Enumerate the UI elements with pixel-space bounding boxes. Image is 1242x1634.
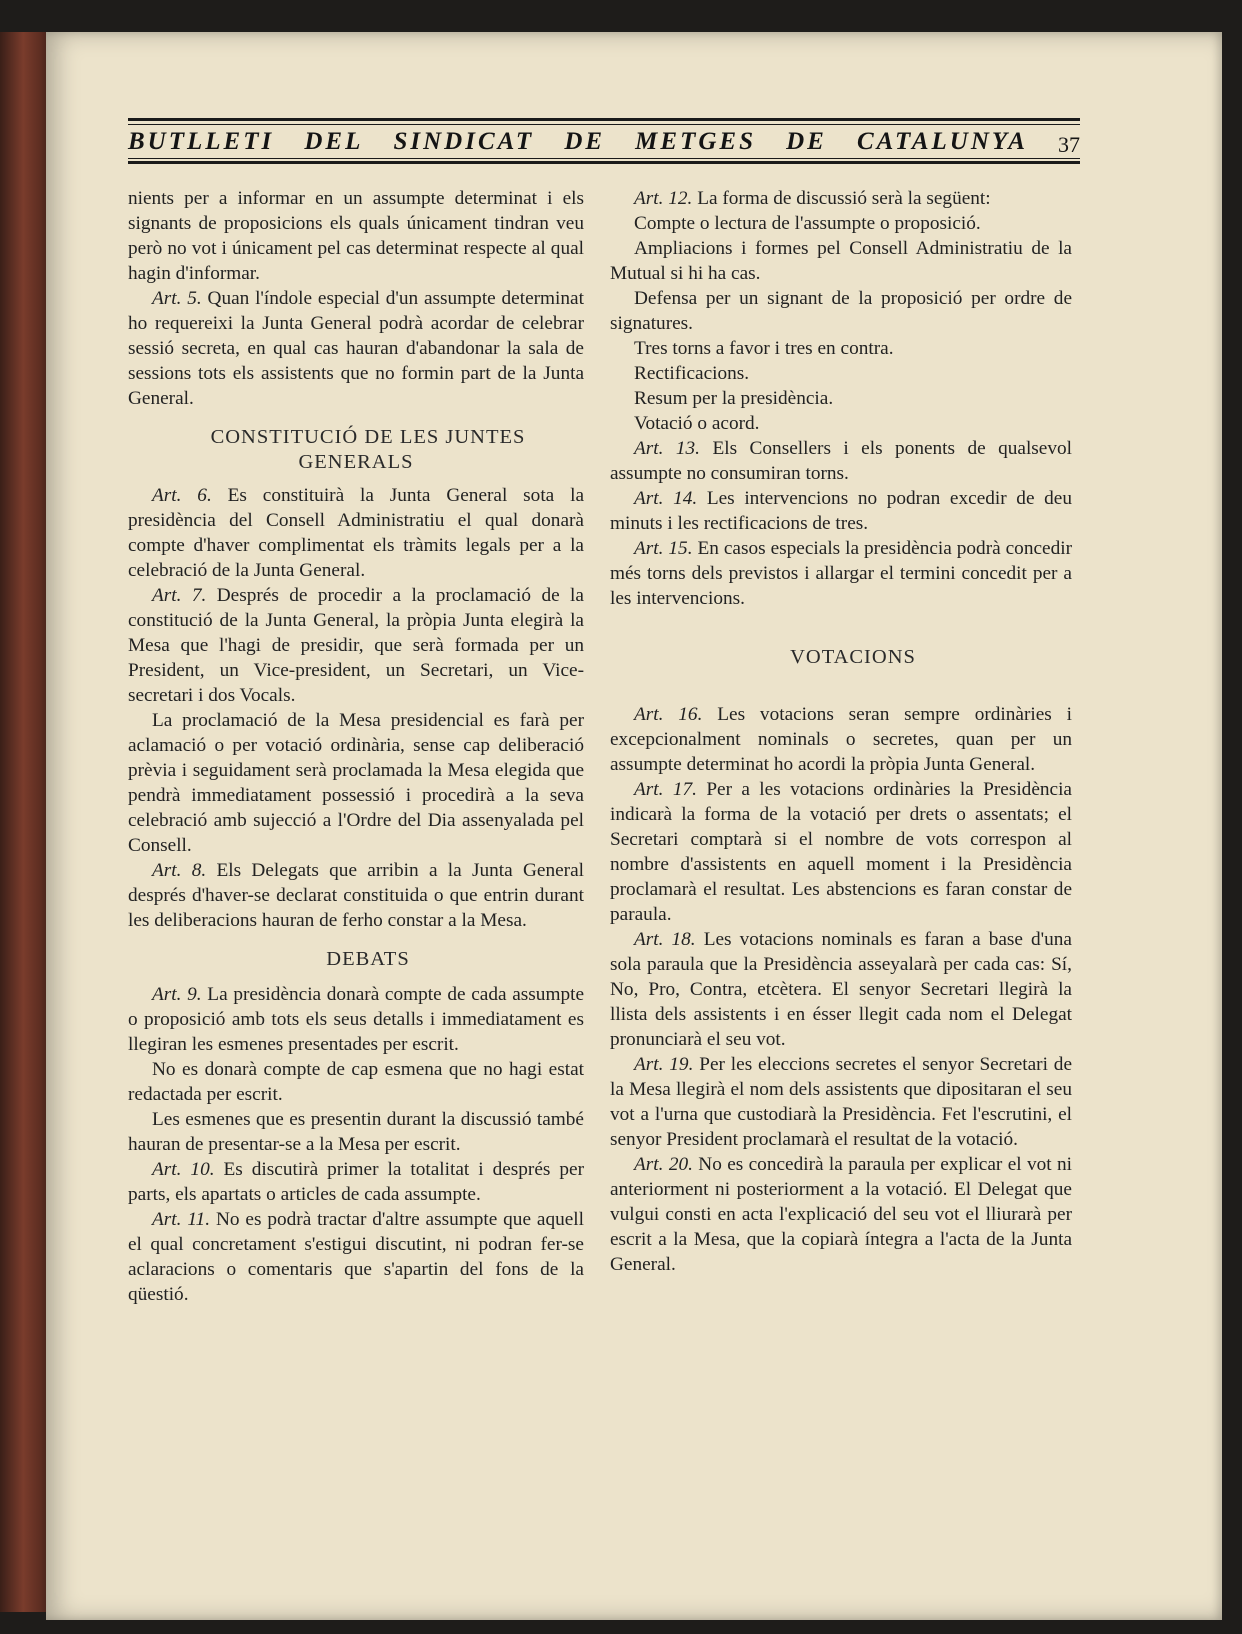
article-10 (128, 1157, 584, 1207)
article-label: Art. 14. (634, 488, 698, 509)
article-15 (610, 536, 1072, 611)
article-label: Art. 19. (634, 1054, 694, 1075)
article-label: Art. 15. (634, 538, 693, 559)
article-5 (128, 286, 584, 411)
article-label: Art. 9. (152, 984, 202, 1005)
article-text: Per les eleccions secretes el senyor Secretari de la Mesa llegirà el nom dels assistents que dipositaran el seu vot a l'urna que custodiarà la Presidència. Fet l'escrutini, el senyor President proclamarà el resultat de la votació. (610, 1054, 1072, 1150)
header-rule (128, 118, 1080, 121)
paragraph: nients per a informar en un assumpte determinat i els signants de proposicions els quals únicament tindran veu però no vot i únicament pel cas determinat respecte al qual hagin d'informar. (128, 188, 584, 284)
article-9 (128, 982, 584, 1057)
article-label: Art. 18. (634, 929, 696, 950)
title-word: CATALUNYA (856, 128, 1028, 155)
list-item: Resum per la presidència. (634, 388, 834, 409)
article-text: Es discutirà primer la totalitat i després per parts, els apartats o articles de cada assumpte. (128, 1159, 584, 1205)
article-text: La presidència donarà compte de cada assumpte o proposició amb tots els seus detalls i immediatament es llegiran les esmenes presentades per escrit. (128, 984, 584, 1055)
article-14 (610, 486, 1072, 536)
article-label: Art. 10. (152, 1159, 215, 1180)
article-label: Art. 5. (152, 288, 202, 309)
title-word: METGES (635, 128, 756, 155)
article-text: Les votacions seran sempre ordinàries i excepcionalment nominals o secretes, quan per un assumpte determinat ho acordi la pròpia Junta General. (610, 704, 1072, 775)
title-word: BUTLLETI (128, 128, 275, 155)
article-label: Art. 12. (634, 188, 693, 209)
left-column (128, 186, 584, 1307)
article-20 (610, 1152, 1072, 1277)
article-11 (128, 1207, 584, 1307)
article-19 (610, 1052, 1072, 1152)
article-label: Art. 20. (634, 1154, 693, 1175)
right-column (610, 186, 1072, 1277)
article-text: No es podrà tractar d'altre assumpte que aquell el qual concretament s'estigui discutint, ni podran fer-se aclaracions o comentaris que s'apartin del fons de la qüestió. (128, 1209, 585, 1305)
list-item: Tres torns a favor i tres en contra. (634, 338, 894, 359)
title-word: DE (564, 128, 606, 155)
title-word: SINDICAT (393, 128, 535, 155)
list-item: Votació o acord. (634, 413, 760, 434)
header-rule (128, 124, 1080, 125)
article-12 (610, 186, 1072, 211)
article-18 (610, 927, 1072, 1052)
article-label: Art. 16. (634, 704, 703, 725)
list-item: Defensa per un signant de la proposició per ordre de signatures. (610, 288, 1072, 334)
section-heading: DEBATS (326, 948, 410, 970)
article-text: Les intervencions no podran excedir de deu minuts i les rectificacions de tres. (610, 488, 1072, 534)
paragraph: Les esmenes que es presentin durant la discussió també hauran de presentar-se a la Mesa per escrit. (128, 1109, 584, 1155)
article-label: Art. 8. (152, 860, 207, 881)
journal-title (128, 128, 1028, 156)
article-text: Per a les votacions ordinàries la Presidència indicarà la forma de la votació per drets o assentats; el Secretari comptarà si el nombre de vots correspon al nombre d'assistents en aquell moment i la Presidència proclamarà el resultat. Les abstencions es faran constar de paraula. (610, 779, 1072, 925)
paragraph: La proclamació de la Mesa presidencial es farà per aclamació o per votació ordinària, sense cap deliberació prèvia i seguidament serà proclamada la Mesa elegida que pendrà immediatament possessió i procedirà a la seva celebració amb sujecció a l'Ordre del Dia assenyalada pel Consell. (128, 710, 584, 856)
title-word: DEL (304, 128, 364, 155)
section-heading: VOTACIONS (790, 646, 916, 668)
article-7 (128, 583, 584, 708)
article-text: No es concedirà la paraula per explicar el vot ni anteriorment ni posteriorment a la votació. El Delegat que vulgui consti en acta l'explicació del seu vot el lliurarà per escrit a la Mesa, que la copiarà íntegra a l'acta de la Junta General. (610, 1154, 1072, 1275)
article-text: Els Delegats que arribin a la Junta General després d'haver-se declarat constituida o que entrin durant les deliberacions hauran de ferho constar a la Mesa. (128, 860, 584, 931)
article-text: Es constituirà la Junta General sota la presidència del Consell Administratiu el qual donarà compte d'haver complimentat els tràmits legals per a la celebració de la Junta General. (128, 485, 585, 581)
article-label: Art. 17. (634, 779, 697, 800)
header-rule (128, 161, 1080, 164)
article-text: La forma de discussió serà la següent: (697, 188, 991, 209)
article-text: En casos especials la presidència podrà concedir més torns dels previstos i allargar el termini concedit per a les intervencions. (610, 538, 1072, 609)
list-item: Rectificacions. (634, 363, 750, 384)
article-label: Art. 6. (152, 485, 212, 506)
section-heading: CONSTITUCIÓ DE LES JUNTES GENERALS (210, 426, 526, 473)
article-6 (128, 483, 584, 583)
article-17 (610, 777, 1072, 927)
article-label: Art. 13. (634, 438, 701, 459)
header-rule (128, 158, 1080, 159)
running-header (128, 118, 1080, 168)
list-item: Compte o lectura de l'assumpte o proposició. (634, 213, 981, 234)
article-13 (610, 436, 1072, 486)
article-16 (610, 702, 1072, 777)
paragraph: No es donarà compte de cap esmena que no hagi estat redactada per escrit. (128, 1059, 584, 1105)
article-8 (128, 858, 584, 933)
title-word: DE (786, 128, 827, 155)
page-number: 37 (1058, 132, 1080, 157)
list-item: Ampliacions i formes pel Consell Administratiu de la Mutual si hi ha cas. (610, 238, 1072, 284)
article-text: Quan l'índole especial d'un assumpte determinat ho requereixi la Junta General podrà acordar de celebrar sessió secreta, en qual cas hauran d'abandonar la sala de sessions tots els assistents que no formin part de la Junta General. (128, 288, 584, 409)
article-label: Art. 7. (152, 585, 207, 606)
article-text: Els Consellers i els ponents de qualsevol assumpte no consumiran torns. (610, 438, 1073, 484)
article-text: Les votacions nominals es faran a base d'una sola paraula que la Presidència asseyalarà per cada cas: Sí, No, Pro, Contra, etcètera. El senyor Secretari llegirà la llista dels assistents i en ésser llegit cada nom el Delegat pronunciarà el seu vot. (610, 929, 1072, 1050)
article-text: Després de procedir a la proclamació de la constitució de la Junta General, la pròpia Junta elegirà la Mesa que l'hagi de presidir, que serà formada per un President, un Vice-president, un Secretari, un Vice-secretari i dos Vocals. (128, 585, 584, 706)
article-label: Art. 11. (152, 1209, 211, 1230)
